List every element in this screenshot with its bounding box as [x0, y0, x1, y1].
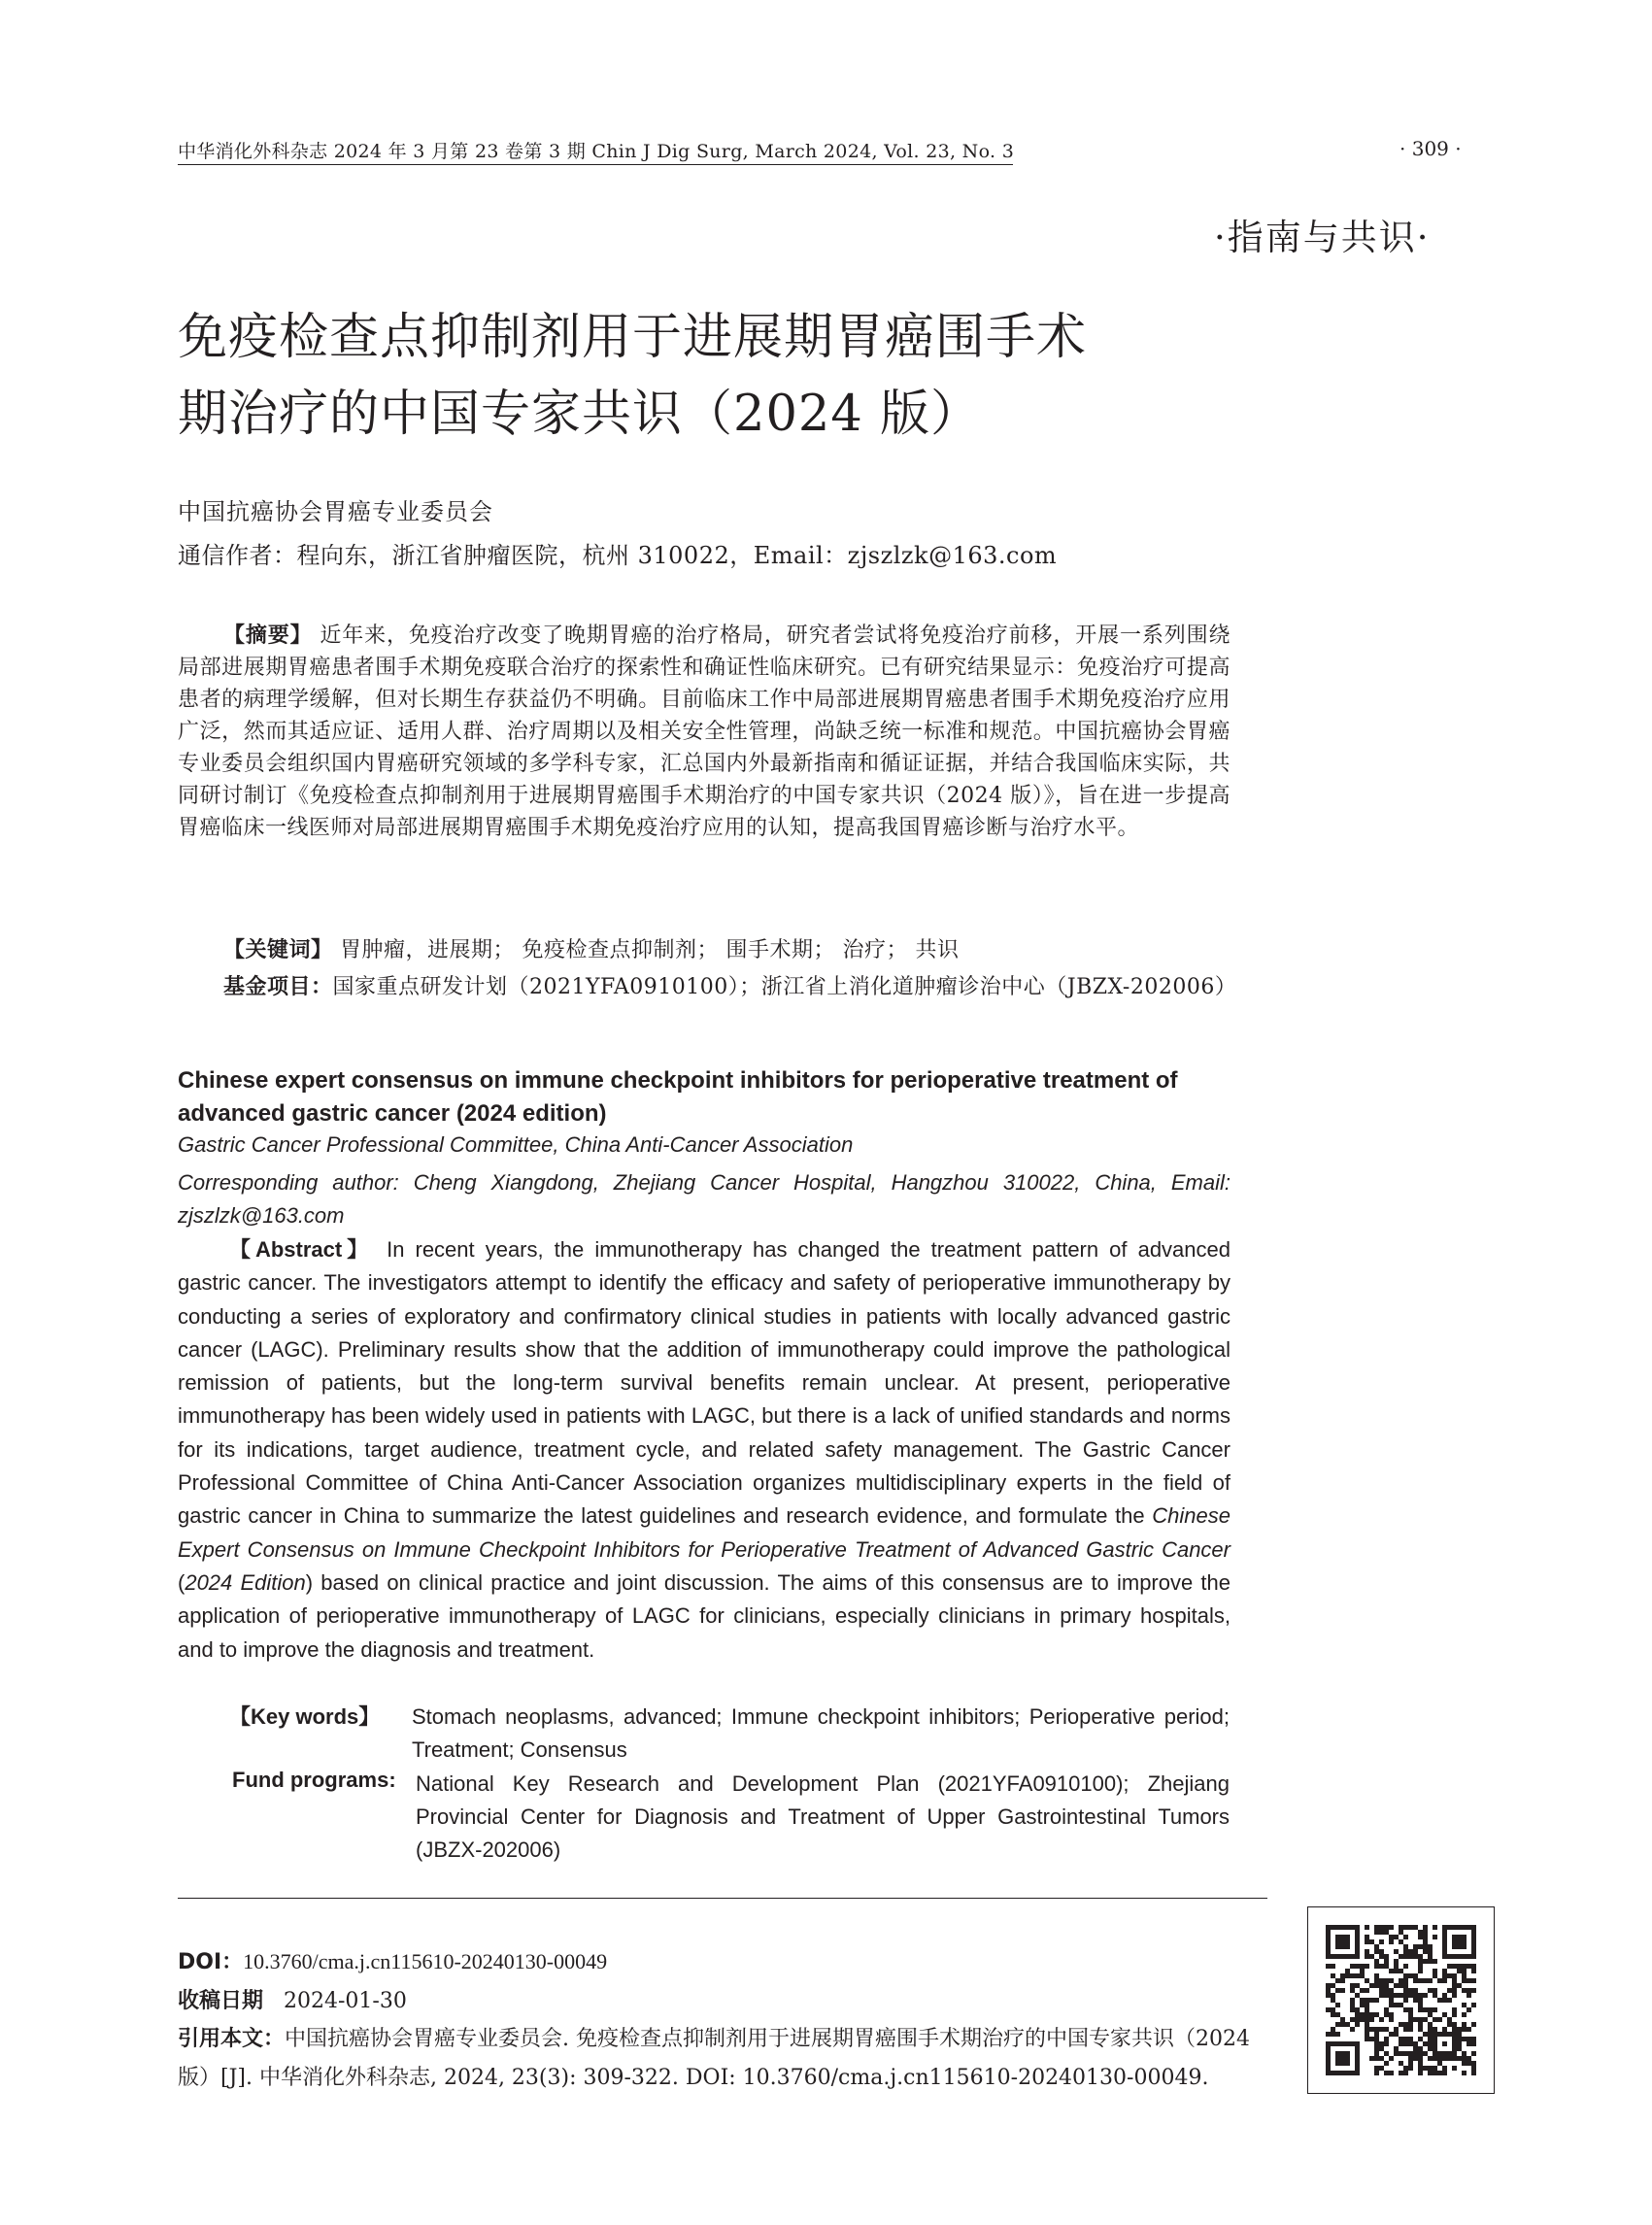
cn-corresponding-text: 程向东，浙江省肿瘤医院，杭州 310022，Email：zjszlzk@163.com: [296, 542, 1058, 569]
qr-code-graphic: [1326, 1925, 1476, 2075]
cn-title: [178, 299, 1295, 453]
cn-fund-text: 国家重点研发计划（2021YFA0910100）；浙江省上消化道肿瘤诊治中心（JBZX-202006）: [332, 975, 1237, 999]
cite-block: [178, 2020, 1265, 2098]
en-abstract-text-1: In recent years, the immunotherapy has changed the treatment pattern of advanced gastric cancer. The investigators attempt to identify the efficacy and safety of perioperative immunotherapy by conducting a series of exploratory and confirmatory clinical studies in patients with locally advanced gastric cancer (LAGC). Preliminary results show that the addition of immunotherapy could improve the pathological remission of patients, but the long-term survival benefits remain unclear. At present, perioperative immunotherapy has been widely used in patients with LAGC, but there is a lack of unified standards and norms for its indications, target audience, treatment cycle, and related safety management. The Gastric Cancer Professional Committee of China Anti-Cancer Association organizes multidisciplinary experts in the field of gastric cancer in China to summarize the latest guidelines and research evidence, and formulate the: [178, 1237, 1231, 1529]
received-line: [178, 1984, 407, 2014]
cn-keywords-label: 【关键词】: [223, 938, 333, 962]
cn-abstract: [178, 620, 1231, 844]
en-abstract-consensus-title: Chinese Expert Consensus on Immune Checkpoint Inhibitors for Perioperative Treatment of Advanced Gastric Cancer: [178, 1503, 1231, 1562]
running-header: 中华消化外科杂志 2024 年 3 月第 23 卷第 3 期 Chin J Dig Surg, March 2024, Vol. 23, No. 3: [178, 141, 1015, 162]
page-number: · 309 ·: [1399, 137, 1462, 160]
en-corresponding-author: Corresponding author: Cheng Xiangdong, Zhejiang Cancer Hospital, Hangzhou 310022, China, Email: zjszlzk@163.com: [178, 1170, 1231, 1228]
received-label: 收稿日期: [178, 1989, 264, 2013]
cn-abstract-text: 近年来，免疫治疗改变了晚期胃癌的治疗格局，研究者尝试将免疫治疗前移，开展一系列围绕局部进展期胃癌患者围手术期免疫联合治疗的探索性和确证性临床研究。已有研究结果显示：免疫治疗可提高患者的病理学缓解，但对长期生存获益仍不明确。目前临床工作中局部进展期胃癌患者围手术期免疫治疗应用广泛，然而其适应证、适用人群、治疗周期以及相关安全性管理，尚缺乏统一标准和规范。中国抗癌协会胃癌专业委员会组织国内胃癌研究领域的多学科专家，汇总国内外最新指南和循证证据，并结合我国临床实际，共同研讨制订《免疫检查点抑制剂用于进展期胃癌围手术期治疗的中国专家共识（2024 版）》，旨在进一步提高胃癌临床一线医师对局部进展期胃癌围手术期免疫治疗应用的认知，提高我国胃癌诊断与治疗水平。: [178, 624, 1231, 840]
cn-title-line1: 免疫检查点抑制剂用于进展期胃癌围手术: [178, 309, 1088, 366]
en-abstract-label: 【Abstract】: [229, 1237, 374, 1262]
cn-keywords: [223, 934, 960, 966]
en-author: Gastric Cancer Professional Committee, China Anti-Cancer Association: [178, 1132, 854, 1157]
cite-text: 中国抗癌协会胃癌专业委员会. 免疫检查点抑制剂用于进展期胃癌围手术期治疗的中国专家共识（2024 版）[J]. 中华消化外科杂志, 2024, 23(3): 309-322. DOI: 10.3760/cma.j.cn115610-20240130-00049.: [178, 2027, 1250, 2090]
footer-rule: [178, 1898, 1267, 1899]
cn-author: 中国抗癌协会胃癌专业委员会: [178, 498, 493, 525]
cn-abstract-label: 【摘要】: [223, 624, 313, 648]
cn-corresponding-author: [178, 536, 1057, 570]
en-keywords-label: 【Key words】: [229, 1704, 381, 1729]
cn-corresponding-label: 通信作者：: [178, 542, 297, 569]
doi-line: [178, 1945, 607, 1975]
en-abstract-edition: 2024 Edition: [185, 1569, 306, 1595]
received-date: 2024-01-30: [284, 1989, 407, 2013]
column-tag: ·指南与共识·: [1214, 217, 1431, 258]
en-fund-text: National Key Research and Development Plan (2021YFA0910100); Zhejiang Provincial Center for Diagnosis and Treatment of Upper Gastrointestinal Tumors (JBZX-202006): [416, 1771, 1230, 1862]
cite-label: 引用本文：: [178, 2027, 286, 2051]
en-abstract-text-2: ) based on clinical practice and joint discussion. The aims of this consensus are to improve the application of perioperative immunotherapy of LAGC for clinicians, especially clinicians in primary hospitals, and to improve the diagnosis and treatment.: [178, 1569, 1231, 1662]
en-fund-label: Fund programs:: [232, 1768, 396, 1792]
en-keywords-text: Stomach neoplasms, advanced; Immune checkpoint inhibitors; Perioperative period; Treatment; Consensus: [412, 1704, 1230, 1762]
doi-value[interactable]: 10.3760/cma.j.cn115610-20240130-00049: [243, 1949, 608, 1973]
cn-title-line2: 期治疗的中国专家共识（2024 版）: [178, 386, 982, 443]
doi-label: DOI：: [178, 1950, 244, 1974]
cn-fund-label: 基金项目：: [223, 975, 333, 999]
cn-keywords-text: 胃肿瘤，进展期； 免疫检查点抑制剂； 围手术期； 治疗； 共识: [340, 938, 960, 962]
en-abstract: [178, 1233, 1231, 1667]
qr-code-icon: [1307, 1906, 1495, 2094]
cn-fund: [223, 971, 1236, 1003]
header-rule: [178, 164, 1013, 165]
en-title: Chinese expert consensus on immune checkpoint inhibitors for perioperative treatment of advanced gastric cancer (2024 edition): [178, 1067, 1178, 1127]
en-abstract-paren: (: [178, 1569, 185, 1595]
